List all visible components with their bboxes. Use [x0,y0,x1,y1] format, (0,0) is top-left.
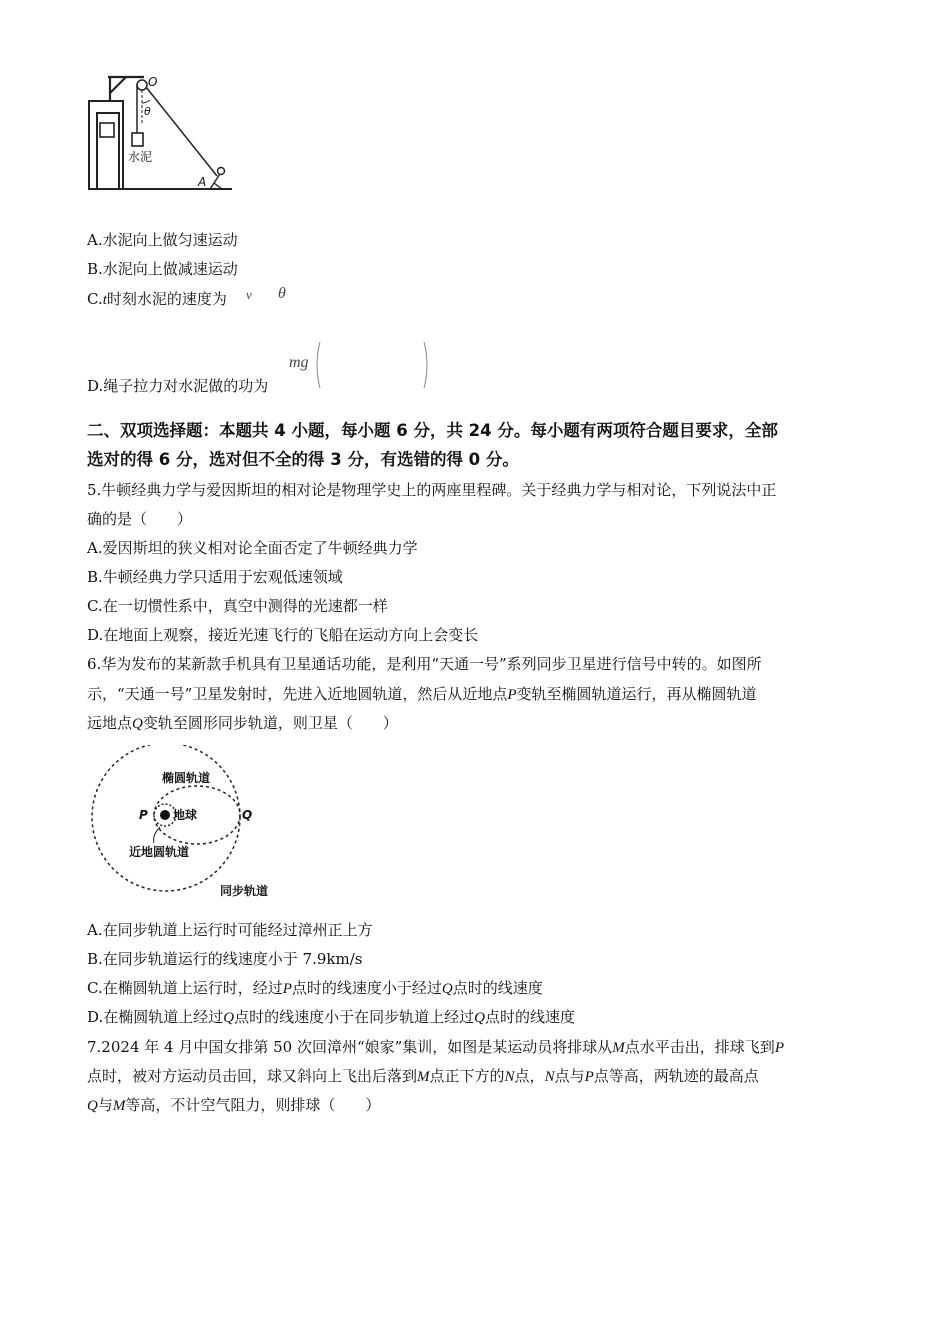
label-cement: 水泥 [128,150,153,164]
q6-d-b: 点时的线速度小于在同步轨道上经过 [234,1008,475,1026]
label-O: O [148,75,158,89]
label-ellipse-orbit: 椭圆轨道 [162,771,211,785]
q7-stem-line3 [87,1095,380,1116]
q4-option-b: B.水泥向上做减速运动 [87,260,238,278]
q5-option-a: A.爱因斯坦的狭义相对论全面否定了牛顿经典力学 [87,539,418,557]
q7-l1-a: 7.2024 年 4 月中国女排第 50 次回漳州“娘家”集训，如图是某运动员将排球从 [87,1038,613,1056]
q6-c-P: P [282,981,292,997]
q7-l3-M: M [112,1098,126,1114]
q7-l3-Q: Q [87,1098,98,1114]
q4-option-d: D.绳子拉力对水泥做的功为 [87,377,269,395]
pulley [137,80,147,90]
q4-option-c [87,289,227,310]
q7-l2-N2: N [544,1069,555,1085]
q5-option-d: D.在地面上观察，接近光速飞行的飞船在运动方向上会变长 [87,626,479,644]
q6-d-a: D.在椭圆轨道上经过 [87,1008,224,1026]
q6-option-d [87,1007,575,1028]
q7-l2-N: N [504,1069,515,1085]
q4-d-math-mg: mg [289,354,309,371]
q4-c-math-v: v [246,287,252,302]
q4-c-var: t [102,292,107,308]
q6-stem2-P: P [507,687,517,703]
label-A: A [198,175,207,189]
q4-c-math-theta: θ [278,285,286,302]
q6-option-c [87,978,543,999]
q6-c-a: C.在椭圆轨道上运行时，经过 [87,979,283,997]
q6-stem2-a: 示，“天通一号”卫星发射时，先进入近地圆轨道，然后从近地点 [87,685,508,703]
orbit-figure [86,745,276,905]
q7-l3-b: 等高，不计空气阻力，则排球（ ） [125,1096,381,1114]
q7-stem-line1 [87,1037,784,1058]
q7-l2-b: 点正下方的 [429,1067,505,1085]
section2-heading-line2: 选对的得 6 分，选对但不全的得 3 分，有选错的得 0 分。 [87,450,519,469]
label-earth: 地球 [173,808,198,822]
q6-stem-line2 [87,684,757,705]
earth-icon [160,810,170,820]
q7-l3-a: 与 [97,1096,113,1114]
label-theta: θ [144,105,151,118]
q5-stem-line1: 5.牛顿经典力学与爱因斯坦的相对论是物理学史上的两座里程碑。关于经典力学与相对论，下列说法中正 [87,481,777,499]
q6-stem2-b: 变轨至椭圆轨道运行，再从椭圆轨道 [516,685,757,703]
q6-d-Q1: Q [223,1010,235,1026]
q5-option-b: B.牛顿经典力学只适用于宏观低速领域 [87,568,343,586]
slanted-rope [146,87,217,176]
q5-stem-line2: 确的是（ ） [87,510,193,528]
q7-l2-M: M [417,1069,430,1085]
q6-c-Q: Q [441,981,453,997]
q6-d-Q2: Q [474,1010,485,1026]
q7-l2-c: 点， [514,1067,545,1085]
q6-stem-line3 [87,713,398,734]
section2-heading-line1: 二、双项选择题：本题共 4 小题，每小题 6 分，共 24 分。每小题有两项符合题目要求，全部 [87,421,778,440]
cement-block [132,133,143,146]
q4-d-brackets [312,340,434,390]
q7-l1-P: P [774,1040,784,1056]
building [89,101,123,189]
q7-l2-e: 点等高，两轨迹的最高点 [593,1067,759,1085]
window [100,123,114,137]
q6-stem3-b: 变轨至圆形同步轨道，则卫星（ ） [142,714,398,732]
q6-c-c: 点时的线速度 [452,979,543,997]
q4-c-suffix: 时刻水泥的速度为 [106,290,227,308]
label-near-orbit: 近地圆轨道 [129,845,190,859]
q7-stem-line2 [87,1066,759,1087]
q6-option-a: A.在同步轨道上运行时可能经过漳州正上方 [87,921,373,939]
crane-figure [86,73,236,195]
q6-c-b: 点时的线速度小于经过 [291,979,442,997]
q7-l1-b: 点水平击出，排球飞到 [624,1038,775,1056]
label-sync-orbit: 同步轨道 [220,884,269,898]
q4-option-a: A.水泥向上做匀速运动 [87,231,238,249]
q5-option-c: C.在一切惯性系中，真空中测得的光速都一样 [87,597,388,615]
q4-c-prefix: C. [87,290,103,308]
angle-arc [142,100,150,103]
q6-option-b: B.在同步轨道运行的线速度小于 7.9km/s [87,950,363,968]
q7-l1-M: M [612,1040,625,1056]
q7-l2-d: 点与 [554,1067,585,1085]
q7-l2-a: 点时，被对方运动员击回，球又斜向上飞出后落到 [87,1067,418,1085]
q6-stem3-Q: Q [132,716,143,732]
q7-l2-P: P [584,1069,594,1085]
label-Q: Q [242,808,253,822]
q6-d-c: 点时的线速度 [484,1008,575,1026]
q6-stem-line1: 6.华为发布的某新款手机具有卫星通话功能，是利用“天通一号”系列同步卫星进行信号中转的。如图所 [87,655,762,673]
label-P: P [139,808,148,822]
q6-stem3-a: 远地点 [87,714,133,732]
